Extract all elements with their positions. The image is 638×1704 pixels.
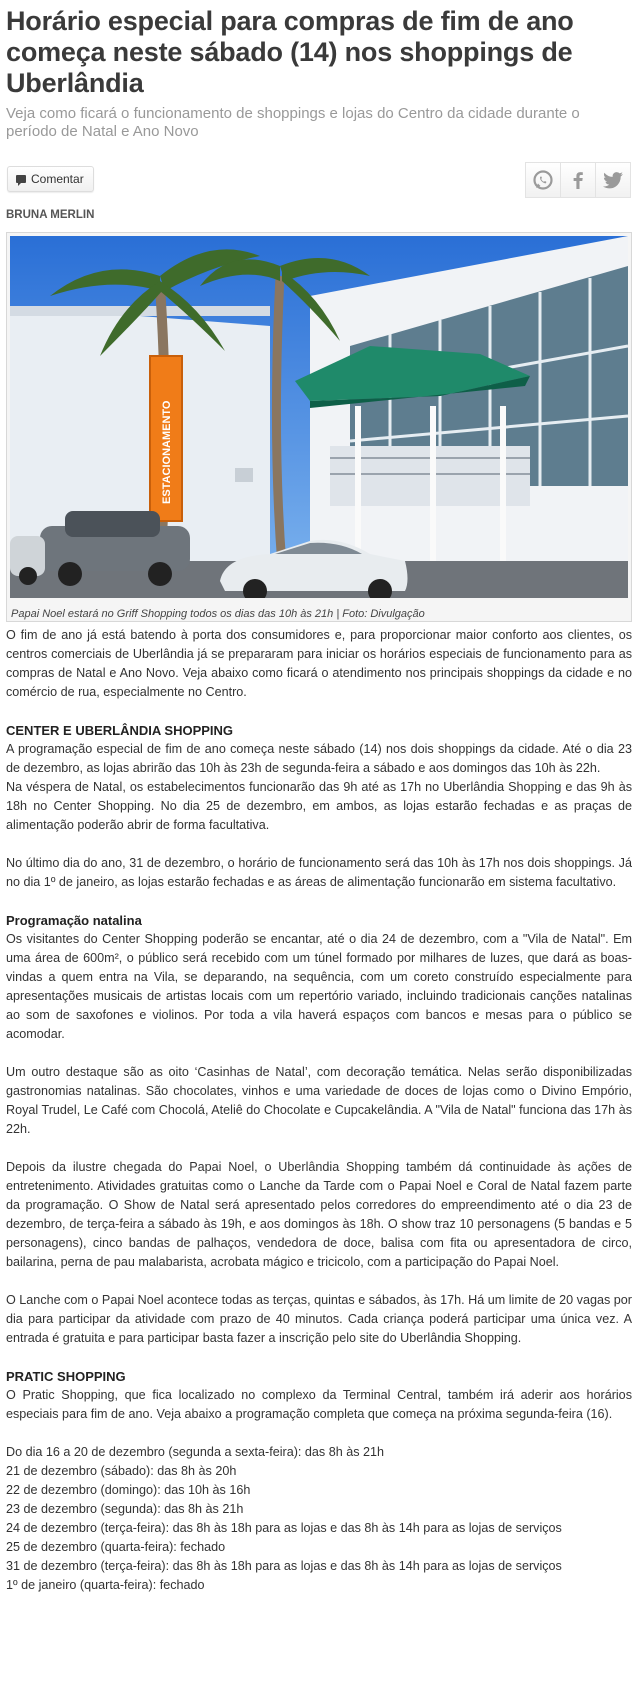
share-buttons <box>526 162 631 198</box>
headline: Horário especial para compras de fim de ano começa neste sábado (14) nos shoppings de Uberlândia <box>6 6 574 98</box>
schedule-item: 25 de dezembro (quarta-feira): fechado <box>6 1540 226 1554</box>
schedule-list <box>6 1443 632 1595</box>
paragraph: Um outro destaque são as oito ‘Casinhas de Natal’, com decoração temática. Nelas serão disponibilizadas gastronomias natalinas. São chocolates, vinhos e uma variedade de doces de lojas como o Divino Empório, Royal Trudel, Le Café com Chocolá, Ateliê do Chocolate e Cupcakelândia. A "Vila de Natal" funciona das 17h às 22h. <box>6 1065 632 1136</box>
paragraph: No último dia do ano, 31 de dezembro, o horário de funcionamento será das 10h às 17h nos dois shoppings. Já no dia 1º de janeiro, as lojas estarão fechadas e as áreas de alimentação funcionarão em sistema facultativo. <box>6 856 632 889</box>
author-byline: BRUNA MERLIN <box>6 209 95 221</box>
paragraph: A programação especial de fim de ano começa neste sábado (14) nos dois shoppings da cidade. Até o dia 23 de dezembro, as lojas abrirão das 10h às 23h de segunda-feira a sábado e aos domingos das 10h às 22h. <box>6 742 632 775</box>
schedule-item: 24 de dezembro (terça-feira): das 8h às 18h para as lojas e das 8h às 14h para as lojas de serviços <box>6 1521 562 1535</box>
schedule-item: Do dia 16 a 20 de dezembro (segunda a sexta-feira): das 8h às 21h <box>6 1445 385 1459</box>
speech-bubble-icon <box>16 175 26 183</box>
image-caption: Papai Noel estará no Griff Shopping todos os dias das 10h às 21h | Foto: Divulgação <box>11 608 425 620</box>
article-toolbar <box>6 159 632 203</box>
comment-button-label: Comentar <box>31 172 84 186</box>
section-heading-natalina: Programação natalina <box>6 913 142 928</box>
paragraph: Os visitantes do Center Shopping poderão se encantar, até o dia 24 de dezembro, com a "Vila de Natal". Em uma área de 600m², o público será recebido com um túnel formado por milhares de luzes, que dará as boas-vindas a quem entra na Vila, se deparando, na sequência, com um coreto construído especialmente para apresentações musicais de artistas locais com um repertório variado, incluindo tradicionais canções natalinas ao som de saxofones e violinos. Por toda a vila haverá espaços com bancos e mesas para o público se acomodar. <box>6 932 632 1041</box>
whatsapp-icon[interactable] <box>525 162 561 198</box>
paragraph: Na véspera de Natal, os estabelecimentos funcionarão das 9h até as 17h no Uberlândia Shopping e das 9h às 18h no Center Shopping. No dia 25 de dezembro, em ambos, as lojas estarão fechadas e as praças de alimentação poderão abrir de forma facultativa. <box>6 780 632 832</box>
section-heading-center: CENTER E UBERLÂNDIA SHOPPING <box>6 723 234 738</box>
article-body <box>6 626 632 1595</box>
paragraph: O Pratic Shopping, que fica localizado no complexo da Terminal Central, também irá aderir aos horários especiais para fim de ano. Veja abaixo a programação completa que começa na próxima segunda-feira (16). <box>6 1388 632 1421</box>
section-heading-pratic: PRATIC SHOPPING <box>6 1369 126 1384</box>
article-image[interactable] <box>6 232 632 622</box>
schedule-item: 1º de janeiro (quarta-feira): fechado <box>6 1578 205 1592</box>
paragraph: O Lanche com o Papai Noel acontece todas as terças, quintas e sábados, às 17h. Há um limite de 20 vagas por dia para participar da atividade com prazo de 40 minutos. Cada criança poderá participar uma única vez. A entrada é gratuita e para participar basta fazer a inscrição pelo site do Uberlândia Shopping. <box>6 1293 632 1345</box>
comment-button[interactable] <box>7 166 94 192</box>
twitter-icon[interactable] <box>595 162 631 198</box>
subheadline: Veja como ficará o funcionamento de shoppings e lojas do Centro da cidade durante o período de Natal e Ano Novo <box>6 105 580 140</box>
schedule-item: 21 de dezembro (sábado): das 8h às 20h <box>6 1464 237 1478</box>
parking-sign-text: ESTACIONAMENTO <box>161 400 173 504</box>
facebook-icon[interactable] <box>560 162 596 198</box>
paragraph: Depois da ilustre chegada do Papai Noel, o Uberlândia Shopping também dá continuidade às ações de entretenimento. Atividades gratuitas como o Lanche da Tarde com o Papai Noel e Coral de Natal fazem parte da programação. O Show de Natal será apresentado pelos corredores do empreendimento até o dia 23 de dezembro, de terça-feira a sábado às 19h, e aos domingos às 18h. O show traz 10 personagens (5 bandas e 5 personagens), cinco bandas de palhaços, vendedora de doce, balisa com fita ou apresentadora de circo, bailarina, perna de pau malabarista, acrobata mágico e tricicolo, com a participação do Papai Noel. <box>6 1160 632 1269</box>
shopping-photo <box>10 236 628 598</box>
schedule-item: 23 de dezembro (segunda): das 8h às 21h <box>6 1502 244 1516</box>
schedule-item: 31 de dezembro (terça-feira): das 8h às 18h para as lojas e das 8h às 14h para as lojas de serviços <box>6 1559 562 1573</box>
intro-paragraph: O fim de ano já está batendo à porta dos consumidores e, para proporcionar maior conforto aos clientes, os centros comerciais de Uberlândia já se prepararam para iniciar os horários especiais de funcionamento para as compras de Natal e Ano Novo. Veja abaixo como ficará o atendimento nos principais shoppings da cidade e no comércio de rua, especialmente no Centro. <box>6 628 632 699</box>
schedule-item: 22 de dezembro (domingo): das 10h às 16h <box>6 1483 251 1497</box>
